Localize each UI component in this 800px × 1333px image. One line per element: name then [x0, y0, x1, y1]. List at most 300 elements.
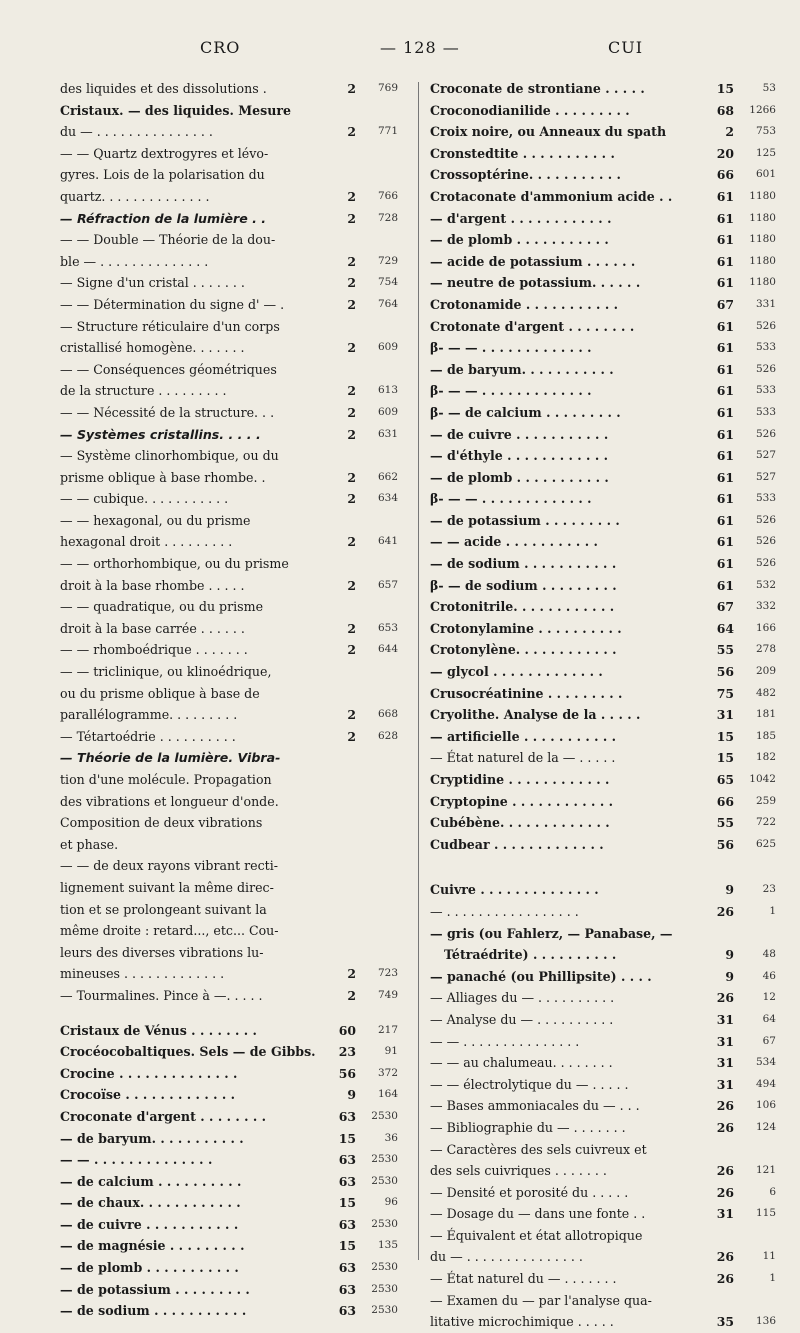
entry-volume: 66	[716, 793, 734, 809]
entry-page: 46	[762, 969, 776, 982]
index-entry	[60, 596, 398, 618]
entry-text: — — Détermination du signe d' — .	[60, 296, 285, 312]
index-entry	[430, 596, 776, 618]
entry-page: 728	[377, 211, 398, 224]
entry-text: — de sodium . . . . . . . . . . .	[60, 1303, 247, 1319]
entry-text: — gris (ou Fahlerz, — Panabase, —	[430, 925, 673, 941]
entry-page: 1180	[749, 276, 776, 289]
entry-volume: 63	[338, 1303, 356, 1319]
entry-text: — État naturel de la — . . . . .	[430, 750, 616, 766]
entry-text: lignement suivant la même direc-	[60, 879, 274, 895]
entry-page: 1042	[749, 773, 776, 785]
entry-page: 136	[755, 1315, 776, 1328]
entry-page: 115	[755, 1207, 776, 1220]
entry-volume: 2	[347, 404, 356, 420]
index-entry	[60, 834, 398, 856]
entry-page: 526	[755, 535, 776, 548]
entry-text: — Tétartoédrie . . . . . . . . . .	[60, 728, 236, 744]
entry-page: 53	[762, 82, 776, 94]
entry-volume: 65	[716, 772, 734, 787]
index-entry	[430, 1031, 776, 1053]
entry-volume: 2	[347, 491, 356, 507]
entry-text: — acide de potassium . . . . . .	[430, 253, 636, 269]
entry-volume: 2	[347, 188, 356, 204]
entry-page: 372	[377, 1066, 398, 1079]
index-entry	[430, 294, 776, 316]
entry-volume: 2	[347, 728, 356, 744]
index-entry	[430, 186, 776, 208]
entry-page: 641	[377, 535, 398, 548]
entry-page: 166	[755, 621, 776, 634]
entry-text: — de potassium . . . . . . . . .	[60, 1281, 250, 1297]
entry-page: 723	[377, 967, 398, 980]
entry-volume: 61	[716, 469, 734, 485]
entry-text: — artificielle . . . . . . . . . . .	[430, 728, 617, 744]
entry-page: 1	[769, 1272, 776, 1285]
entry-page: 662	[377, 470, 398, 483]
entry-text: — — triclinique, ou klinoédrique,	[60, 664, 272, 680]
entry-text: — — acide . . . . . . . . . . .	[430, 534, 598, 550]
entry-page: 91	[384, 1045, 398, 1058]
entry-text: — Examen du — par l'analyse qua-	[430, 1292, 652, 1308]
entry-text: Crotonylamine . . . . . . . . . .	[430, 620, 622, 636]
entry-text: — Signe d'un cristal . . . . . . .	[60, 275, 245, 291]
entry-page: 48	[762, 948, 776, 961]
index-entry	[430, 944, 776, 966]
index-entry	[430, 812, 776, 834]
index-entry	[60, 121, 398, 143]
index-entry	[60, 488, 398, 510]
entry-text: β- — — . . . . . . . . . . . . .	[430, 383, 592, 399]
entry-text: — — . . . . . . . . . . . . . . .	[430, 1033, 580, 1049]
index-entry	[430, 726, 776, 748]
entry-text: Composition de deux vibrations	[60, 815, 263, 831]
entry-text: Cryptidine . . . . . . . . . . . .	[430, 772, 610, 787]
entry-page: 753	[755, 125, 776, 138]
index-entry	[430, 1290, 776, 1312]
entry-page: 1	[769, 904, 776, 917]
index-entry	[430, 704, 776, 726]
entry-text: — de baryum. . . . . . . . . . .	[60, 1130, 244, 1146]
entry-text: et phase.	[60, 836, 119, 852]
index-entry	[60, 294, 398, 316]
index-entry	[60, 272, 398, 294]
index-entry	[430, 1009, 776, 1031]
entry-text: — Théorie de la lumière. Vibra-	[60, 750, 281, 766]
index-column-right	[430, 78, 776, 1333]
entry-text: gyres. Lois de la polarisation du	[60, 167, 265, 183]
entry-volume: 2	[347, 620, 356, 636]
entry-volume: 2	[347, 987, 356, 1003]
entry-volume: 56	[716, 664, 734, 680]
entry-text: — glycol . . . . . . . . . . . . .	[430, 664, 603, 680]
index-entry	[60, 424, 398, 446]
entry-volume: 2	[347, 469, 356, 485]
entry-page: 628	[377, 729, 398, 742]
index-entry	[60, 812, 398, 834]
index-entry	[430, 901, 776, 923]
index-entry	[430, 78, 776, 100]
entry-text: leurs des diverses vibrations lu-	[60, 944, 264, 960]
entry-text: — Équivalent et état allotropique	[430, 1227, 643, 1243]
index-entry	[60, 942, 398, 964]
entry-text: — — quadratique, ou du prisme	[60, 599, 264, 615]
entry-page: 613	[377, 384, 398, 397]
index-entry	[430, 229, 776, 251]
entry-page: 668	[377, 708, 398, 721]
entry-page: 533	[755, 405, 776, 418]
entry-volume: 15	[716, 750, 734, 766]
entry-text: de la structure . . . . . . . . .	[60, 383, 227, 399]
page-number: — 128 —	[380, 38, 460, 57]
index-entry	[430, 337, 776, 359]
entry-page: 2530	[371, 1282, 398, 1295]
entry-text: Tétraédrite) . . . . . . . . . .	[444, 947, 617, 963]
entry-text: — — hexagonal, ou du prisme	[60, 512, 251, 528]
entry-page: 185	[755, 729, 776, 742]
entry-volume: 55	[716, 642, 734, 658]
index-entry	[430, 987, 776, 1009]
entry-volume: 56	[716, 836, 734, 852]
entry-text: tion d'une molécule. Propagation	[60, 772, 272, 787]
entry-text: Crotaconate d'ammonium acide . .	[430, 188, 673, 204]
index-entry	[60, 553, 398, 575]
entry-text: Crotonamide . . . . . . . . . . .	[430, 296, 618, 312]
entry-page: 2530	[371, 1174, 398, 1187]
entry-text: — Système clinorhombique, ou du	[60, 448, 279, 464]
entry-page: 533	[755, 341, 776, 354]
index-entry	[60, 639, 398, 661]
entry-volume: 15	[338, 1195, 356, 1211]
entry-volume: 61	[716, 361, 734, 377]
entry-text: — — de deux rayons vibrant recti-	[60, 858, 279, 874]
entry-volume: 15	[338, 1130, 356, 1146]
index-entry	[60, 575, 398, 597]
entry-volume: 61	[716, 253, 734, 269]
entry-volume: 55	[716, 815, 734, 831]
index-entry	[60, 1084, 398, 1106]
index-entry	[430, 380, 776, 402]
index-entry	[60, 855, 398, 877]
entry-volume: 68	[716, 102, 734, 118]
entry-page: 769	[377, 82, 398, 94]
entry-volume: 61	[716, 577, 734, 593]
entry-page: 181	[755, 708, 776, 721]
entry-text: quartz. . . . . . . . . . . . . .	[60, 188, 210, 204]
header-right-guide-word: CUI	[608, 38, 644, 57]
entry-page: 67	[762, 1034, 776, 1047]
entry-volume: 2	[347, 340, 356, 356]
entry-text: Cristaux de Vénus . . . . . . . .	[60, 1022, 257, 1038]
entry-page: 766	[377, 189, 398, 202]
index-entry	[430, 1074, 776, 1096]
entry-text: — de sodium . . . . . . . . . . .	[430, 556, 617, 572]
entry-text: — — cubique. . . . . . . . . . .	[60, 491, 229, 507]
index-entry	[430, 531, 776, 553]
index-entry	[60, 316, 398, 338]
entry-text: ou du prisme oblique à base de	[60, 685, 260, 701]
entry-volume: 9	[725, 968, 734, 984]
entry-volume: 2	[347, 124, 356, 140]
entry-text: Croconate d'argent . . . . . . . .	[60, 1108, 267, 1124]
entry-volume: 63	[338, 1260, 356, 1276]
entry-page: 121	[755, 1164, 776, 1177]
entry-page: 526	[755, 427, 776, 440]
index-entry	[60, 164, 398, 186]
entry-volume: 15	[716, 81, 734, 96]
entry-page: 533	[755, 384, 776, 397]
entry-text: — Réfraction de la lumière . .	[60, 210, 267, 226]
index-entry	[430, 879, 776, 901]
entry-volume: 2	[347, 383, 356, 399]
entry-page: 106	[755, 1099, 776, 1112]
index-entry	[430, 272, 776, 294]
entry-text: — de magnésie . . . . . . . . .	[60, 1238, 245, 1254]
entry-text: — de calcium . . . . . . . . . .	[60, 1173, 242, 1189]
index-entry	[60, 337, 398, 359]
index-entry	[60, 467, 398, 489]
entry-page: 494	[755, 1077, 776, 1090]
entry-volume: 2	[725, 124, 734, 140]
index-entry	[430, 791, 776, 813]
index-entry	[430, 923, 776, 945]
index-entry	[60, 251, 398, 273]
index-entry	[60, 445, 398, 467]
entry-page: 609	[377, 341, 398, 354]
index-entry	[430, 316, 776, 338]
index-entry	[60, 510, 398, 532]
index-entry	[60, 1063, 398, 1085]
entry-volume: 63	[338, 1173, 356, 1189]
entry-volume: 26	[716, 990, 734, 1006]
entry-page: 609	[377, 405, 398, 418]
entry-volume: 61	[716, 232, 734, 248]
entry-text: — de plomb . . . . . . . . . . .	[60, 1260, 239, 1276]
entry-text: du — . . . . . . . . . . . . . . .	[60, 124, 213, 140]
entry-page: 526	[755, 362, 776, 375]
entry-volume: 20	[716, 145, 734, 161]
entry-text: — de plomb . . . . . . . . . . .	[430, 469, 609, 485]
entry-page: 1266	[749, 103, 776, 116]
entry-page: 2530	[371, 1153, 398, 1166]
index-entry	[430, 639, 776, 661]
entry-volume: 2	[347, 642, 356, 658]
entry-text: prisme oblique à base rhombe. .	[60, 469, 266, 485]
entry-volume: 60	[338, 1022, 356, 1038]
entry-page: 657	[377, 578, 398, 591]
entry-text: du — . . . . . . . . . . . . . . .	[430, 1249, 583, 1265]
entry-volume: 26	[716, 903, 734, 919]
entry-text: litative microchimique . . . . .	[430, 1314, 614, 1330]
entry-page: 764	[377, 297, 398, 310]
entry-text: Croconate de strontiane . . . . .	[430, 81, 645, 96]
entry-text: des sels cuivriques . . . . . . .	[430, 1163, 607, 1179]
entry-page: 64	[762, 1012, 776, 1025]
entry-text: — — électrolytique du — . . . . .	[430, 1076, 629, 1092]
index-entry	[60, 1149, 398, 1171]
entry-volume: 61	[716, 340, 734, 356]
entry-page: 209	[755, 665, 776, 678]
entry-text: — Bases ammoniacales du — . . .	[430, 1098, 640, 1114]
index-entry	[60, 208, 398, 230]
entry-page: 526	[755, 319, 776, 332]
page-header	[0, 38, 800, 64]
entry-volume: 63	[338, 1281, 356, 1297]
index-entry	[430, 553, 776, 575]
entry-page: 631	[377, 427, 398, 440]
entry-page: 1180	[749, 189, 776, 202]
entry-text: β- — — . . . . . . . . . . . . .	[430, 340, 592, 356]
entry-volume: 31	[716, 1033, 734, 1049]
entry-text: Crossoptérine. . . . . . . . . . .	[430, 167, 621, 183]
index-entry	[60, 402, 398, 424]
index-entry	[60, 531, 398, 553]
entry-text: — d'éthyle . . . . . . . . . . . .	[430, 448, 608, 464]
index-entry	[430, 121, 776, 143]
entry-volume: 61	[716, 383, 734, 399]
section-gap	[430, 855, 776, 879]
entry-text: hexagonal droit . . . . . . . . .	[60, 534, 233, 550]
entry-text: — Densité et porosité du . . . . .	[430, 1184, 629, 1200]
entry-page: 217	[377, 1023, 398, 1036]
entry-volume: 26	[716, 1271, 734, 1287]
entry-text: Cryolithe. Analyse de la . . . . .	[430, 707, 641, 723]
entry-page: 532	[755, 578, 776, 591]
entry-page: 527	[755, 449, 776, 462]
entry-page: 527	[755, 470, 776, 483]
entry-text: Croconodianilide . . . . . . . . .	[430, 102, 630, 118]
entry-page: 278	[755, 643, 776, 656]
entry-text: — — Quartz dextrogyres et lévo-	[60, 145, 269, 161]
entry-page: 182	[755, 751, 776, 764]
entry-volume: 9	[725, 882, 734, 898]
entry-text: ble — . . . . . . . . . . . . . .	[60, 253, 209, 269]
entry-volume: 26	[716, 1098, 734, 1114]
index-entry	[60, 1171, 398, 1193]
entry-page: 12	[762, 991, 776, 1004]
entry-page: 6	[769, 1185, 776, 1198]
entry-volume: 26	[716, 1184, 734, 1200]
entry-volume: 31	[716, 1076, 734, 1092]
entry-volume: 61	[716, 512, 734, 528]
entry-text: Crocine . . . . . . . . . . . . . .	[60, 1065, 238, 1081]
entry-page: 722	[755, 816, 776, 829]
entry-page: 771	[377, 125, 398, 138]
index-entry	[60, 920, 398, 942]
entry-volume: 2	[347, 966, 356, 982]
entry-page: 2530	[371, 1304, 398, 1317]
entry-volume: 2	[347, 275, 356, 291]
index-entry	[60, 1192, 398, 1214]
entry-page: 754	[377, 276, 398, 289]
entry-volume: 63	[338, 1108, 356, 1124]
entry-volume: 9	[725, 947, 734, 963]
index-entry	[430, 424, 776, 446]
index-entry	[430, 251, 776, 273]
entry-volume: 31	[716, 1055, 734, 1071]
entry-page: 11	[762, 1250, 776, 1263]
index-entry	[430, 1225, 776, 1247]
index-entry	[60, 1257, 398, 1279]
entry-text: des liquides et des dissolutions .	[60, 81, 267, 96]
entry-text: — d'argent . . . . . . . . . . . .	[430, 210, 612, 226]
entry-text: — de potassium . . . . . . . . .	[430, 512, 620, 528]
entry-volume: 2	[347, 577, 356, 593]
index-entry	[60, 78, 398, 100]
entry-page: 526	[755, 557, 776, 570]
entry-text: — de baryum. . . . . . . . . . .	[430, 361, 614, 377]
entry-volume: 26	[716, 1163, 734, 1179]
index-entry	[430, 164, 776, 186]
entry-page: 749	[377, 988, 398, 1001]
index-entry	[60, 186, 398, 208]
entry-page: 653	[377, 621, 398, 634]
entry-volume: 31	[716, 1206, 734, 1222]
entry-text: — de cuivre . . . . . . . . . . .	[60, 1216, 239, 1232]
entry-text: Cubébène. . . . . . . . . . . . .	[430, 815, 610, 831]
index-entry	[60, 747, 398, 769]
entry-page: 332	[755, 600, 776, 613]
entry-volume: 35	[716, 1314, 734, 1330]
entry-volume: 61	[716, 275, 734, 291]
index-entry	[430, 966, 776, 988]
entry-text: — — orthorhombique, ou du prisme	[60, 556, 289, 572]
entry-text: — État naturel du — . . . . . . .	[430, 1271, 617, 1287]
entry-page: 533	[755, 492, 776, 505]
entry-text: parallélogramme. . . . . . . . .	[60, 707, 238, 723]
entry-volume: 67	[716, 296, 734, 312]
entry-volume: 61	[716, 188, 734, 204]
entry-text: — — Nécessité de la structure. . .	[60, 404, 275, 420]
index-entry	[430, 359, 776, 381]
entry-volume: 61	[716, 491, 734, 507]
entry-text: β- — — . . . . . . . . . . . . .	[430, 491, 592, 507]
entry-page: 601	[755, 168, 776, 181]
entry-volume: 2	[347, 707, 356, 723]
index-entry	[430, 575, 776, 597]
entry-page: 644	[377, 643, 398, 656]
index-entry	[430, 618, 776, 640]
entry-text: Cronstedtite . . . . . . . . . . .	[430, 145, 615, 161]
entry-volume: 2	[347, 253, 356, 269]
entry-page: 482	[755, 686, 776, 699]
entry-text: — Analyse du — . . . . . . . . . .	[430, 1011, 614, 1027]
entry-volume: 2	[347, 210, 356, 226]
index-entry	[60, 1020, 398, 1042]
index-entry	[60, 704, 398, 726]
entry-text: — Dosage du — dans une fonte . .	[430, 1206, 646, 1222]
index-entry	[60, 143, 398, 165]
entry-page: 1180	[749, 211, 776, 224]
index-entry	[60, 985, 398, 1007]
index-entry	[430, 143, 776, 165]
entry-volume: 61	[716, 448, 734, 464]
index-entry	[430, 488, 776, 510]
index-entry	[430, 1160, 776, 1182]
index-entry	[430, 100, 776, 122]
index-entry	[60, 1106, 398, 1128]
entry-text: droit à la base carrée . . . . . .	[60, 620, 245, 636]
index-entry	[430, 1139, 776, 1161]
entry-page: 729	[377, 254, 398, 267]
index-entry	[60, 769, 398, 791]
entry-volume: 61	[716, 404, 734, 420]
entry-text: — Alliages du — . . . . . . . . . .	[430, 990, 615, 1006]
index-entry	[430, 1311, 776, 1333]
entry-volume: 26	[716, 1249, 734, 1265]
entry-page: 125	[755, 146, 776, 159]
entry-text: — neutre de potassium. . . . . .	[430, 275, 641, 291]
